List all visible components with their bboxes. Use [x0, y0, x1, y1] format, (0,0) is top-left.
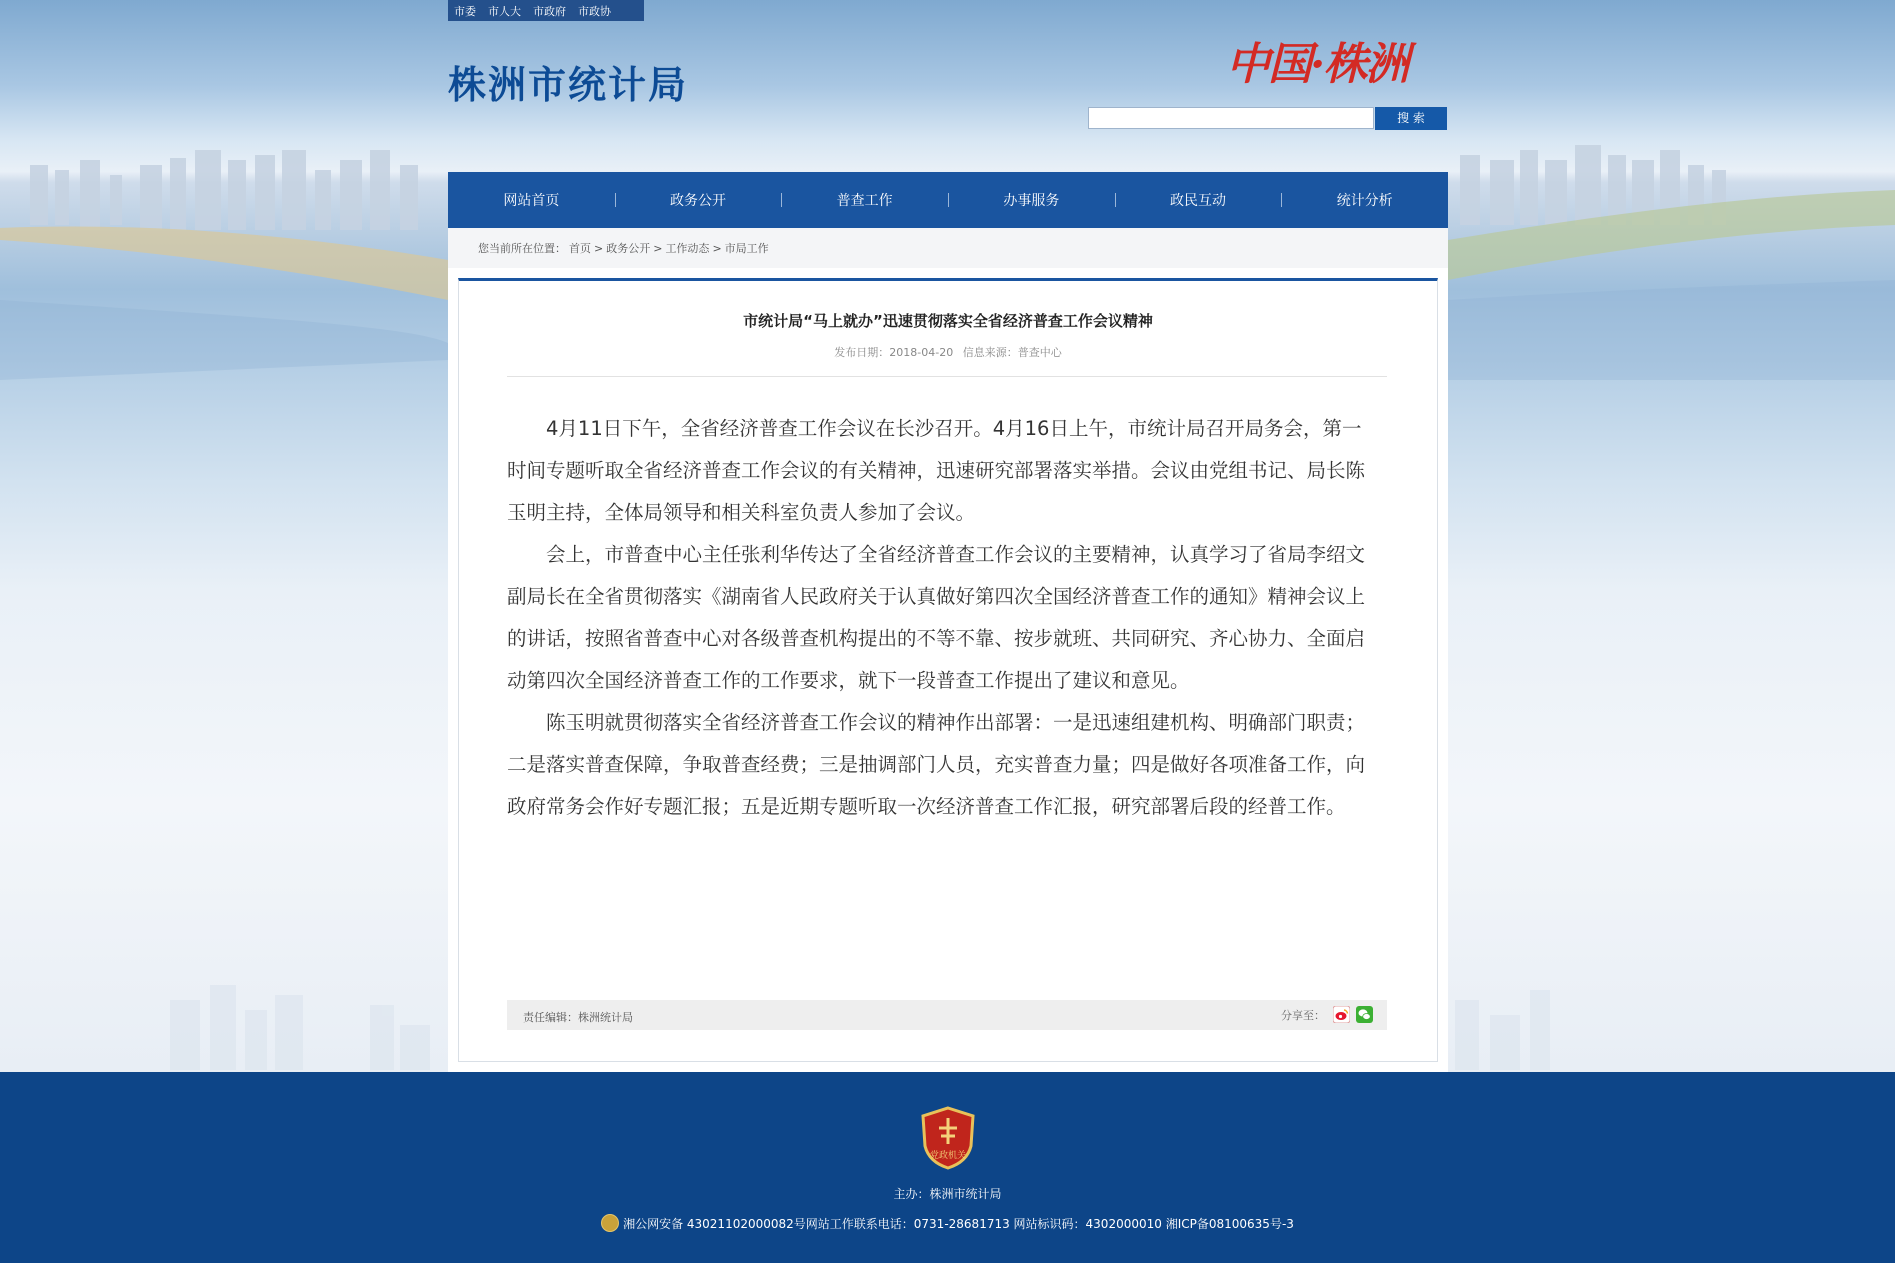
breadcrumb-sep: >: [653, 241, 663, 255]
top-link-cppcc[interactable]: 市政协: [578, 4, 611, 18]
police-badge-icon[interactable]: [601, 1214, 619, 1232]
article-paragraph: 会上，市普查中心主任张利华传达了全省经济普查工作会议的主要精神，认真学习了省局李绍文副局长在全省贯彻落实《湖南省人民政府关于认真做好第四次全国经济普查工作的通知》精神会议上的讲话，按照省普查中心对各级普查机构提出的不等不靠、按步就班、共同研究、齐心协力、全面启动第四次全国经济普查工作的工作要求，就下一段普查工作提出了建议和意见。: [507, 543, 1366, 692]
breadcrumb-home[interactable]: 首页: [569, 242, 591, 255]
share-section: [1281, 1006, 1373, 1023]
search-input[interactable]: [1088, 107, 1374, 129]
nav-interaction[interactable]: 政民互动: [1115, 190, 1282, 210]
breadcrumb-prefix: 您当前所在位置：: [478, 242, 566, 255]
footer-icp: [0, 1214, 1895, 1232]
site-title-logo[interactable]: 株洲市统计局: [448, 63, 689, 107]
party-government-emblem-icon[interactable]: [921, 1106, 975, 1174]
slogan-calligraphy: 中国·株洲: [1226, 39, 1408, 90]
footer-icp-text[interactable]: 湘公网安备 43021102000082号网站工作联系电话：0731-28681713 网站标识码：4302000010 湘ICP备08100635号-3: [623, 1216, 1294, 1231]
top-link-peoples-congress[interactable]: 市人大: [488, 4, 521, 18]
breadcrumb-bureau-work[interactable]: 市局工作: [724, 242, 769, 255]
top-link-government[interactable]: 市政府: [533, 4, 566, 18]
nav-government-affairs[interactable]: 政务公开: [615, 190, 782, 210]
breadcrumb-sep: >: [712, 241, 722, 255]
nav-statistical-analysis[interactable]: 统计分析: [1281, 190, 1448, 210]
top-links-bar: [448, 0, 644, 21]
breadcrumb-sep: >: [594, 241, 604, 255]
article-date: 发布日期：2018-04-20: [834, 346, 954, 359]
editor-bar: [507, 1000, 1387, 1030]
article-source: 信息来源：普查中心: [962, 346, 1062, 359]
main-nav: [448, 172, 1448, 228]
breadcrumb-government-affairs[interactable]: 政务公开: [606, 242, 651, 255]
breadcrumb-work-news[interactable]: 工作动态: [665, 242, 710, 255]
article-paragraph: 4月11日下午，全省经济普查工作会议在长沙召开。4月16日上午，市统计局召开局务会，第一时间专题听取全省经济普查工作会议的有关精神，迅速研究部署落实举措。会议由党组书记、局长陈玉明主持，全体局领导和相关科室负责人参加了会议。: [507, 417, 1366, 524]
wechat-share-icon[interactable]: [1356, 1006, 1373, 1023]
nav-services[interactable]: 办事服务: [948, 190, 1115, 210]
footer-host: 主办：株洲市统计局: [893, 1187, 1002, 1201]
article-meta: [458, 344, 1438, 360]
nav-census-work[interactable]: 普查工作: [781, 190, 948, 210]
article-title: 市统计局“马上就办”迅速贯彻落实全省经济普查工作会议精神: [743, 312, 1153, 330]
weibo-share-icon[interactable]: [1333, 1006, 1350, 1023]
article-divider: [507, 376, 1387, 377]
responsible-editor: 责任编辑：株洲统计局: [523, 1011, 633, 1024]
article-body: [507, 408, 1379, 828]
emblem-text: 党政机关: [929, 1151, 967, 1161]
share-label: 分享至：: [1281, 1008, 1325, 1022]
breadcrumb: [448, 228, 1448, 268]
top-link-municipal-committee[interactable]: 市委: [454, 4, 476, 18]
search-button[interactable]: 搜 索: [1375, 107, 1447, 130]
nav-home[interactable]: 网站首页: [503, 193, 560, 209]
article-paragraph: 陈玉明就贯彻落实全省经济普查工作会议的精神作出部署：一是迅速组建机构、明确部门职责；二是落实普查保障，争取普查经费；三是抽调部门人员，充实普查力量；四是做好各项准备工作，向政府常务会作好专题汇报；五是近期专题听取一次经济普查工作汇报，研究部署后段的经普工作。: [507, 711, 1366, 818]
